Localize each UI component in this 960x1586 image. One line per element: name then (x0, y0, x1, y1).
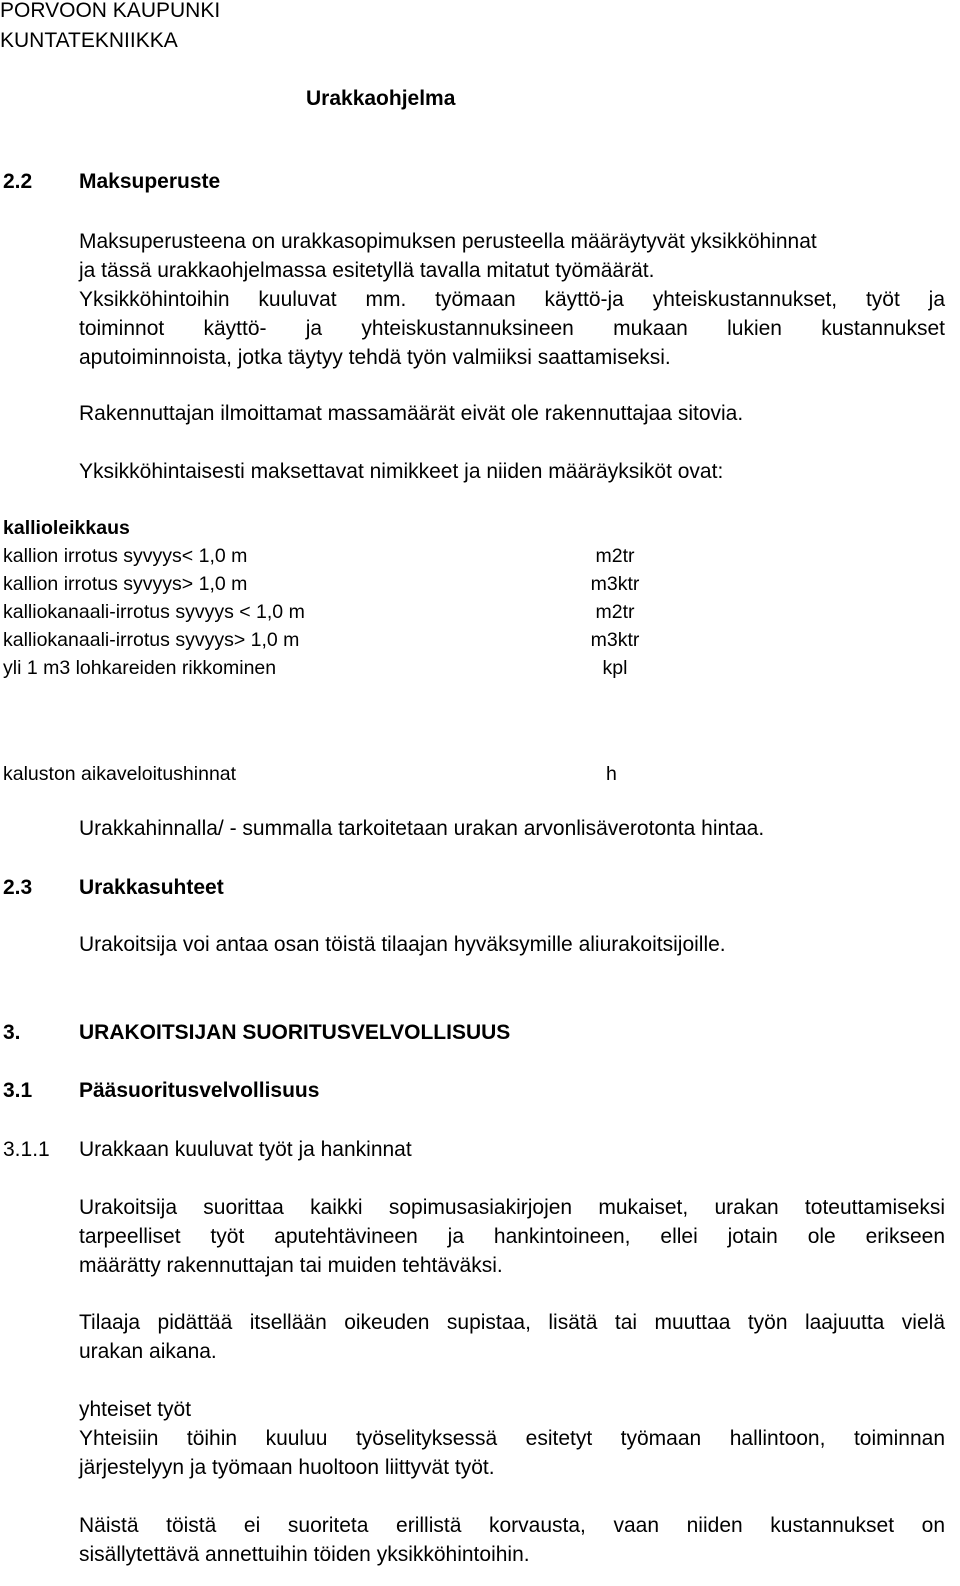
unit-item: kalliokanaali-irrotus syvyys> 1,0 m (3, 629, 300, 651)
department-name: KUNTATEKNIIKKA (0, 29, 178, 52)
paragraph-common-works (79, 1395, 945, 1482)
paragraph-payment-basis (79, 227, 945, 372)
paragraph-line: määrätty rakennuttajan tai muiden tehtäväksi. (79, 1254, 503, 1277)
paragraph-subheading: yhteiset työt (79, 1398, 192, 1421)
section-number-2-3: 2.3 (3, 876, 33, 899)
unit-item: yli 1 m3 lohkareiden rikkominen (3, 657, 277, 679)
paragraph-contractor-duties (79, 1193, 945, 1280)
unit-item: kallion irrotus syvyys> 1,0 m (3, 573, 248, 595)
paragraph-line: Maksuperusteena on urakkasopimuksen perusteella määräytyvät yksikköhinnat (79, 230, 817, 253)
section-title-3-1: Pääsuoritusvelvollisuus (79, 1079, 320, 1102)
paragraph-compensation (79, 1511, 945, 1569)
paragraph-line: aputoiminnoista, jotka täytyy tehdä työn valmiiksi saattamiseksi. (79, 346, 671, 369)
unit-value: m2tr (595, 545, 635, 567)
section-number-3-1: 3.1 (3, 1079, 33, 1102)
section-number-3: 3. (3, 1021, 21, 1044)
section-title-3-1-1: Urakkaan kuuluvat työt ja hankinnat (79, 1138, 412, 1161)
unit-value: m3ktr (590, 629, 640, 651)
paragraph-subcontractors: Urakoitsija voi antaa osan töistä tilaajan hyväksymille aliurakoitsijoille. (79, 933, 726, 956)
paragraph-line: järjestelyyn ja työmaan huoltoon liittyvät työt. (79, 1456, 495, 1479)
organization-name: PORVOON KAUPUNKI (0, 0, 221, 22)
unit-value: m2tr (595, 601, 635, 623)
section-title-3: URAKOITSIJAN SUORITUSVELVOLLISUUS (79, 1021, 511, 1044)
paragraph-line: Yksikköhintoihin kuuluvat mm. työmaan käyttö-ja yhteiskustannukset, työt ja (79, 288, 945, 311)
section-number-2-2: 2.2 (3, 170, 33, 193)
equipment-item: kaluston aikaveloitushinnat (3, 763, 237, 785)
paragraph-scope-changes (79, 1308, 945, 1366)
unit-item: kalliokanaali-irrotus syvyys < 1,0 m (3, 601, 305, 623)
unit-item: kallion irrotus syvyys< 1,0 m (3, 545, 248, 567)
paragraph-line: ja tässä urakkaohjelmassa esitetyllä tavalla mitatut työmäärät. (79, 259, 655, 282)
paragraph-quantities: Rakennuttajan ilmoittamat massamäärät eivät ole rakennuttajaa sitovia. (79, 402, 744, 425)
paragraph-line: Tilaaja pidättää itsellään oikeuden supistaa, lisätä tai muuttaa työn laajuutta vielä (79, 1311, 945, 1334)
section-title-2-3: Urakkasuhteet (79, 876, 224, 899)
paragraph-line: tarpeelliset työt aputehtävineen ja hankintoineen, ellei jotain ole erikseen (79, 1225, 945, 1248)
paragraph-line: sisällytettävä annettuihin töiden yksikköhintoihin. (79, 1543, 530, 1566)
paragraph-unit-items-intro: Yksikköhintaisesti maksettavat nimikkeet ja niiden määräyksiköt ovat: (79, 460, 724, 483)
unit-value: kpl (602, 657, 628, 679)
paragraph-line: Urakoitsija suorittaa kaikki sopimusasiakirjojen mukaiset, urakan toteuttamiseksi (79, 1196, 945, 1219)
section-number-3-1-1: 3.1.1 (3, 1138, 50, 1161)
unit-value: m3ktr (590, 573, 640, 595)
units-heading: kallioleikkaus (3, 517, 130, 539)
paragraph-line: Näistä töistä ei suoriteta erillistä korvausta, vaan niiden kustannukset on (79, 1514, 945, 1537)
paragraph-vat-note: Urakkahinnalla/ - summalla tarkoitetaan urakan arvonlisäverotonta hintaa. (79, 817, 765, 840)
section-title-2-2: Maksuperuste (79, 170, 221, 193)
document-title: Urakkaohjelma (306, 87, 456, 110)
paragraph-line: urakan aikana. (79, 1340, 217, 1363)
equipment-unit: h (606, 763, 617, 785)
paragraph-line: toiminnot käyttö- ja yhteiskustannuksineen mukaan lukien kustannukset (79, 317, 945, 340)
paragraph-line: Yhteisiin töihin kuuluu työselityksessä esitetyt työmaan hallintoon, toiminnan (79, 1427, 945, 1450)
